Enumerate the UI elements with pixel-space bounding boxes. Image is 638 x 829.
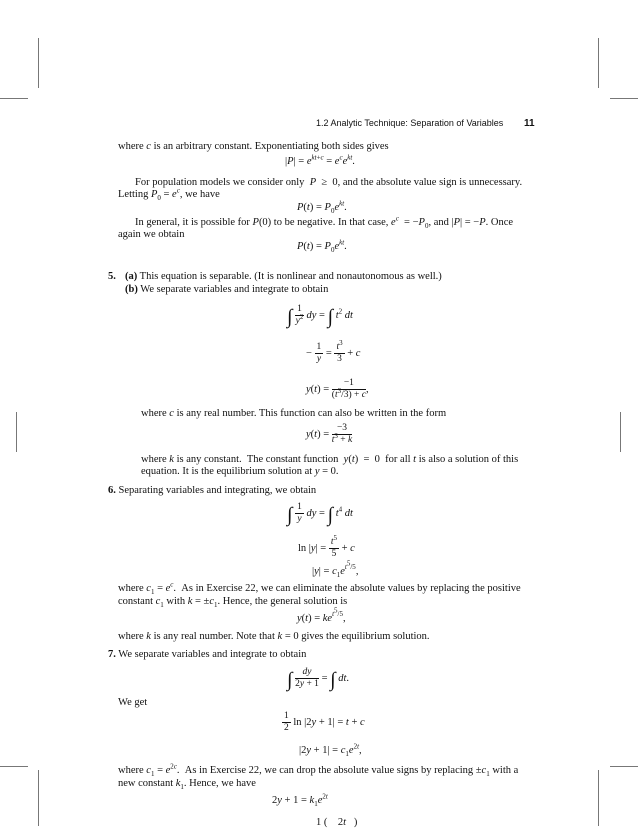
crop-mark-bottom-left-v	[38, 770, 39, 826]
text-line: (b) We separate variables and integrate to obtain	[125, 284, 329, 295]
equation: ∫ $\frac{dy}{2y + 1}$ = ∫ dt.	[287, 667, 350, 691]
text-line: where $c_1 = e^{2c}$. As in Exercise 22, we can drop the absolute value signs by replacing $\pm c_1$ with a	[118, 762, 519, 779]
equation: $|P| = e^{kt+c} = e^ce^{kt}$.	[285, 153, 355, 167]
equation: y(t) = $\frac{-3}{t^3 + k}$	[306, 423, 353, 445]
text-line: where c is an arbitrary constant. Exponentiating both sides gives	[118, 141, 389, 152]
crop-mark-top-right-v	[598, 38, 599, 88]
equation: ∫ $\frac{1}{y}$ dy = ∫ $t^4$ dt	[287, 502, 353, 526]
text-line: In general, it is possible for P(0) to be negative. In that case, $e^c = -P_0$, and |P| = −P. Once	[135, 214, 514, 231]
text-line: For population models we consider only P ≥ 0, and the absolute value sign is unnecessary.	[135, 177, 523, 188]
text-line: Letting $P_0 = e^c$, we have	[118, 186, 220, 203]
text-line: where c is any real number. This function can also be written in the form	[141, 408, 447, 419]
text-line: where k is any real number. Note that k = 0 gives the equilibrium solution.	[118, 631, 430, 642]
text-line: (a) This equation is separable. (It is nonlinear and nonautonomous as well.)	[125, 271, 442, 282]
crop-mark-right-mid	[620, 412, 621, 452]
equation: $|2y + 1| = c_1e^{2t}$,	[299, 742, 362, 759]
equation: $\frac{1}{2}$ ln |2y + 1| = t + c	[284, 711, 365, 733]
text-line: equation. It is the equilibrium solution at y = 0.	[141, 466, 339, 477]
text-line: We get	[118, 697, 148, 708]
text-line: new constant $k_1$. Hence, we have	[118, 778, 256, 792]
equation: $2y + 1 = k_1e^{2t}$	[272, 792, 328, 809]
equation: $P(t) = P_0e^{kt}$.	[297, 199, 347, 216]
running-header: 1.2 Analytic Technique: Separation of Variables	[316, 118, 504, 128]
equation: − $\frac{1}{y}$ = $\frac{t^3}{3}$ + c	[306, 338, 361, 364]
exercise-number: 5.	[108, 271, 116, 282]
equation-partial: 1 ( 2t )	[316, 817, 358, 828]
crop-mark-top-left-v	[38, 38, 39, 88]
text-line: where $c_1 = e^c$. As in Exercise 22, we can eliminate the absolute values by replacing the positive	[118, 580, 521, 597]
text-line: where k is any constant. The constant function y(t) = 0 for all t is also a solution of this	[141, 454, 519, 465]
text-line: constant $c_1$ with $k = \pm c_1$. Hence, the general solution is	[118, 596, 348, 610]
crop-mark-bottom-right-h	[610, 766, 638, 767]
crop-mark-bottom-right-v	[598, 770, 599, 826]
crop-mark-top-right-h	[610, 98, 638, 99]
page-number: 11	[524, 118, 535, 129]
crop-mark-left-mid	[16, 412, 17, 452]
equation: y(t) = $\frac{-1}{(t^3/3) + c}$ ,	[306, 378, 369, 400]
equation: $|y| = c_1e^{t^5/5}$,	[312, 560, 359, 579]
crop-mark-top-left-h	[0, 98, 28, 99]
equation: ∫ $\frac{1}{y^2}$ dy = ∫ $t^2$ dt	[287, 304, 353, 328]
text-line: 7. We separate variables and integrate to obtain	[108, 649, 307, 660]
crop-mark-bottom-left-h	[0, 766, 28, 767]
text-line: 6. Separating variables and integrating, we obtain	[108, 485, 317, 496]
text-line: again we obtain	[118, 229, 185, 240]
equation: $P(t) = P_0e^{kt}$.	[297, 238, 347, 255]
equation: $y(t) = ke^{t^5/5}$,	[297, 607, 346, 624]
equation: ln |y| = $\frac{t^5}{5}$ + c	[298, 533, 355, 559]
